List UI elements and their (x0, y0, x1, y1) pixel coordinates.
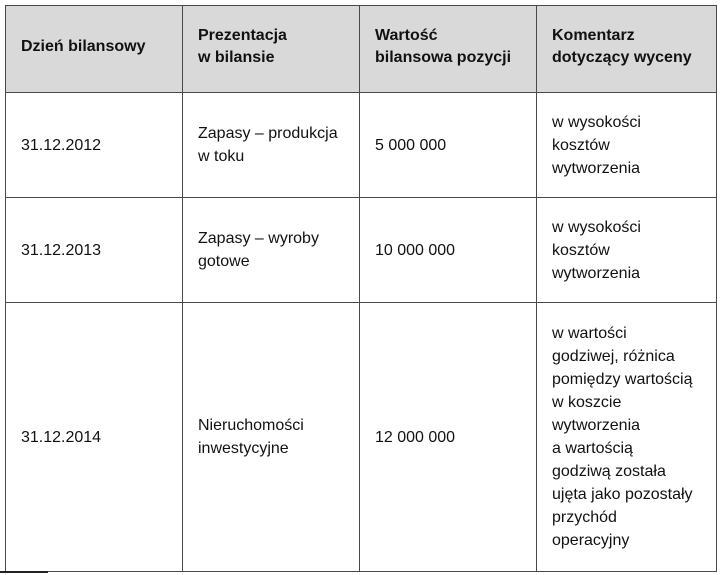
cell-value: 12 000 000 (360, 303, 537, 572)
cell-value: 5 000 000 (360, 93, 537, 198)
cell-presentation: Nieruchomości inwestycyjne (183, 303, 360, 572)
cell-presentation: Zapasy – produkcja w toku (183, 93, 360, 198)
header-valuation-comment: Komentarz dotyczący wyceny (537, 6, 717, 93)
balance-valuation-table (5, 5, 717, 572)
header-balance-day: Dzień bilansowy (6, 6, 183, 93)
cell-date: 31.12.2012 (6, 93, 183, 198)
table-body (6, 93, 717, 572)
cell-value: 10 000 000 (360, 198, 537, 303)
cell-comment: w wysokości kosztów wytworzenia (537, 198, 717, 303)
table-row (6, 93, 717, 198)
bottom-edge-mark (0, 571, 48, 573)
balance-table-container (5, 5, 716, 572)
header-presentation: Prezentacja w bilansie (183, 6, 360, 93)
cell-comment: w wartości godziwej, różnica pomiędzy wartością w koszcie wytworzenia a wartością godziwą została ujęta jako pozostały przychód operacyjny (537, 303, 717, 572)
cell-date: 31.12.2014 (6, 303, 183, 572)
cell-comment: w wysokości kosztów wytworzenia (537, 93, 717, 198)
table-row (6, 303, 717, 572)
header-carrying-value: Wartość bilansowa pozycji (360, 6, 537, 93)
cell-date: 31.12.2013 (6, 198, 183, 303)
table-row (6, 198, 717, 303)
cell-presentation: Zapasy – wyroby gotowe (183, 198, 360, 303)
header-row (6, 6, 717, 93)
table-header (6, 6, 717, 93)
